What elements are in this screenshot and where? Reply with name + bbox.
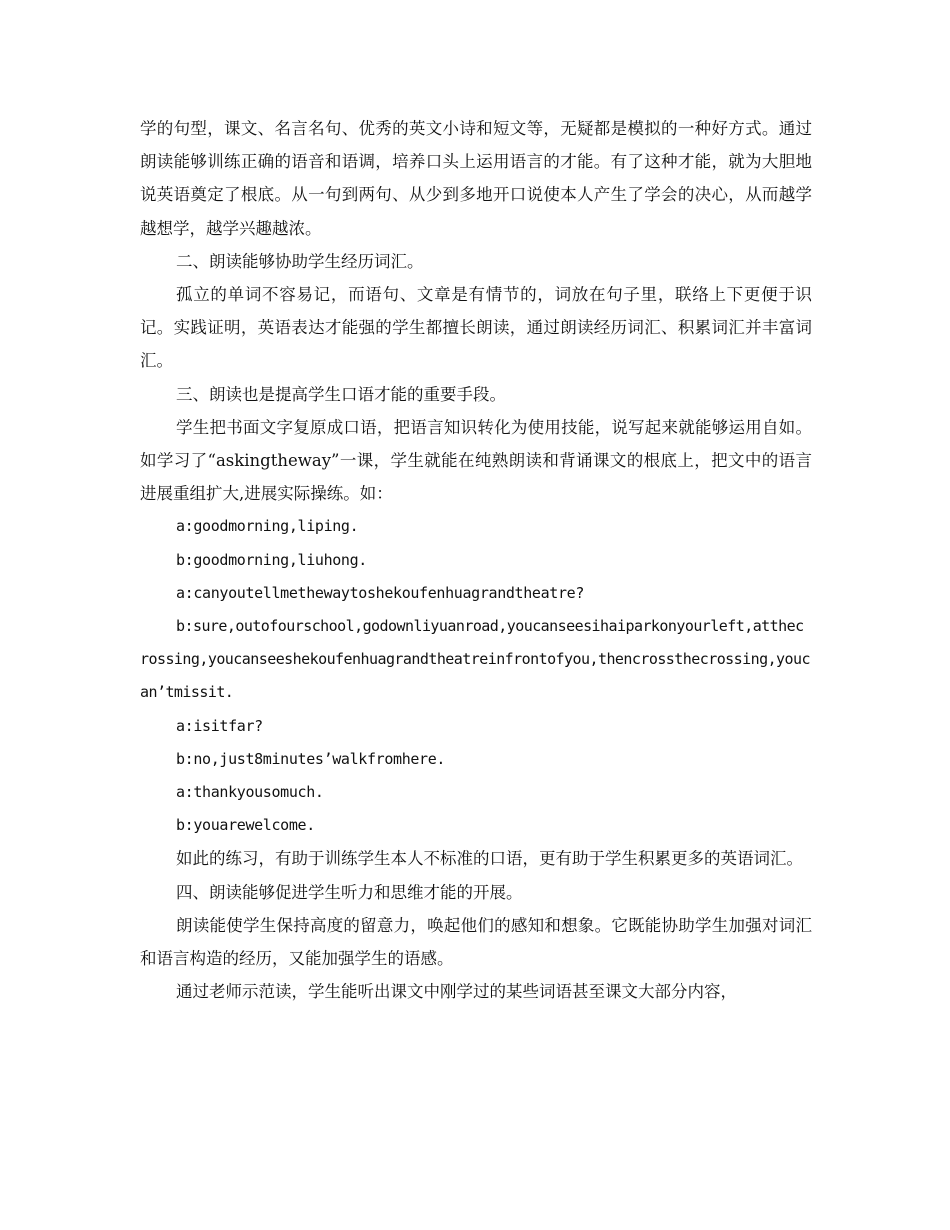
dialog-line: b:no,just8minutes’walkfromhere.	[176, 749, 446, 768]
dialog-line: a:thankyousomuch.	[176, 783, 324, 802]
dialog-line: b:goodmorning,liuhong.	[176, 550, 367, 569]
dialog-line: a:isitfar?	[176, 716, 263, 735]
paragraph: 学的句型，课文、名言名句、优秀的英文小诗和短文等，无疑都是模拟的一种好方式。通过朗读能够训练正确的语音和语调，培养口头上运用语言的才能。有了这种才能，就为大胆地说英语奠定了根底。从一句到两句、从少到多地开口说使本人产生了学会的决心，从而越学越想学，越学兴趣越浓。	[140, 119, 812, 238]
paragraph: 孤立的单词不容易记，而语句、文章是有情节的，词放在句子里，联络上下更便于识记。实践证明，英语表达才能强的学生都擅长朗读，通过朗读经历词汇、积累词汇并丰富词汇。	[140, 285, 812, 371]
section-heading: 三、朗读也是提高学生口语才能的重要手段。	[176, 384, 506, 404]
dialog-line: b:youarewelcome.	[176, 816, 315, 835]
paragraph: 如此的练习，有助于训练学生本人不标准的口语，更有助于学生积累更多的英语词汇。	[176, 849, 803, 869]
dialog-line: b:sure,outofourschool,godownliyuanroad,youcanseesihaiparkonyourleft,atthecrossing,youcanseeshekoufenhuagrandtheatreinfrontofyou,thencrossthecrossing,youcan’tmissit.	[140, 617, 810, 702]
dialog-line: a:goodmorning,liping.	[176, 517, 359, 536]
paragraph: 通过老师示范读，学生能听出课文中刚学过的某些词语甚至课文大部分内容，	[176, 982, 737, 1002]
section-heading: 二、朗读能够协助学生经历词汇。	[176, 251, 424, 271]
section-heading: 四、朗读能够促进学生听力和思维才能的开展。	[176, 882, 523, 902]
dialog-line: a:canyoutellmethewaytoshekoufenhuagrandtheatre?	[176, 583, 584, 602]
paragraph: 朗读能使学生保持高度的留意力，唤起他们的感知和想象。它既能协助学生加强对词汇和语言构造的经历，又能加强学生的语感。	[140, 915, 812, 969]
paragraph: 学生把书面文字复原成口语，把语言知识转化为使用技能，说写起来就能够运用自如。如学习了“askingtheway”一课，学生就能在纯熟朗读和背诵课文的根底上，把文中的语言进展重组扩大,进展实际操练。如：	[140, 417, 812, 504]
document-page	[140, 112, 812, 1008]
